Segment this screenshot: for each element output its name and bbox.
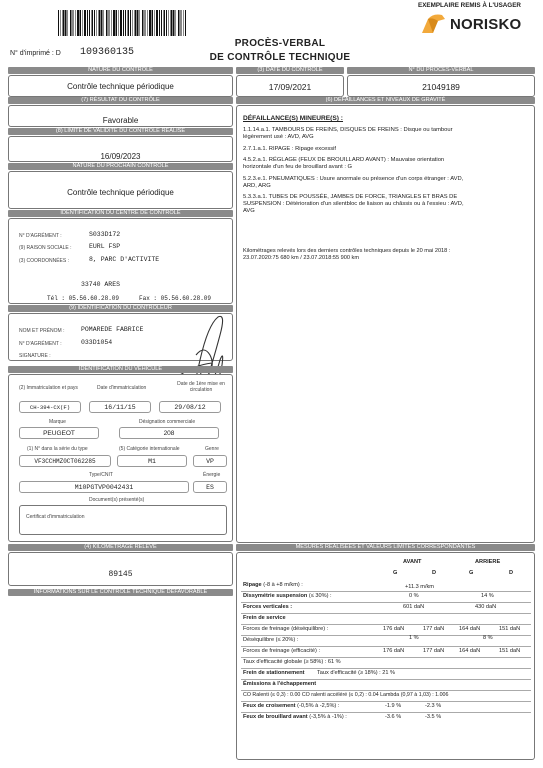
prochain-box xyxy=(8,171,233,209)
avant-g-label: G xyxy=(393,570,398,576)
defaillance-item xyxy=(243,194,531,215)
defaillance-item xyxy=(243,176,531,190)
page-title-line2: DE CONTRÔLE TECHNIQUE xyxy=(209,52,351,63)
page-title-line1: PROCÈS-VERBAL xyxy=(234,38,326,49)
centre-raison-value: EURL FSP xyxy=(89,243,121,250)
vehicule-box xyxy=(8,374,233,542)
fb-d: -3.5 % xyxy=(425,714,442,720)
designation-label: Désignation commerciale xyxy=(139,419,196,425)
defaillance-item xyxy=(243,146,531,153)
defaillance-line: AVG xyxy=(243,208,255,214)
forces-desequ-label: Forces de freinage (déséquilibre) : xyxy=(243,626,329,632)
genre-value: VP xyxy=(193,455,227,467)
informations-header: INFORMATIONS SUR LE CONTRÔLE TECHNIQUE DÉFAVORABLE xyxy=(8,589,233,596)
avant-label: AVANT xyxy=(403,559,422,565)
centre-ville: 33740 ARES xyxy=(81,281,121,288)
defaillance-line: 5.2.3.e.1. PNEUMATIQUES : Usure anormale ou présence d'un corps étranger : AVD, xyxy=(243,175,464,182)
defaillances-box xyxy=(236,105,535,543)
resultat-header: (7) RÉSULTAT DU CONTRÔLE xyxy=(8,97,233,104)
type-label: Type/CNIT xyxy=(89,472,113,478)
dissym-limit: (≤ 30%) : xyxy=(308,593,332,599)
nature-value: Contrôle technique périodique xyxy=(67,82,174,91)
desequ-av: 1 % xyxy=(409,635,419,641)
feux-brouillard-label: Feux de brouillard avant xyxy=(243,714,308,720)
certificat-label: Certificat d'immatriculation xyxy=(26,514,85,520)
energie-value: ES xyxy=(193,481,227,493)
mesures-header: MESURES RÉALISÉES ET VALEURS LIMITES CORRESPONDANTES xyxy=(236,544,535,551)
mesures-box xyxy=(236,552,535,760)
defaillance-line: 4.5.2.a.1. RÉGLAGE (FEUX DE BROUILLARD AVANT) : Mauvaise orientation xyxy=(243,157,445,163)
centre-agrement-label: N° D'AGRÉMENT : xyxy=(19,233,62,239)
dissym-label: Dissymétrie suspension xyxy=(243,593,308,599)
controleur-nom-label: NOM ET PRÉNOM : xyxy=(19,328,65,334)
defaillance-line: SUSPENSION : Détérioration d'un silentbloc de liaison au châssis ou à l'essieu : AVD, xyxy=(243,201,464,207)
brand-logo xyxy=(420,13,540,37)
kilometrage-header: (4) KILOMÉTRAGE RELEVÉ xyxy=(8,544,233,551)
date-mise-label: Date de 1ère mise en circulation xyxy=(177,381,225,393)
centre-agrement-value: S033D172 xyxy=(89,231,121,238)
immat-value: CH-394-CX(F) xyxy=(19,401,81,413)
co-line: CO Ralenti (≤ 0,3) : 0.00 CO ralenti accéléré (≤ 0,2) : 0.04 Lambda (0,97 à 1,03) : 1.006 xyxy=(243,692,449,698)
centre-header: IDENTIFICATION DU CENTRE DE CONTRÔLE xyxy=(8,210,233,217)
ripage-row xyxy=(243,582,303,588)
controleur-header: (9) IDENTIFICATION DU CONTRÔLEUR xyxy=(8,305,233,312)
frein-station-label: Frein de stationnement xyxy=(243,670,305,676)
fd-av-g: 176 daN xyxy=(383,626,405,632)
fb-g: -3.6 % xyxy=(385,714,402,720)
ripage-label: Ripage xyxy=(243,582,262,588)
centre-raison-label: (9) RAISON SOCIALE : xyxy=(19,245,72,251)
pv-box xyxy=(347,75,535,97)
imprime-value: 109360135 xyxy=(80,47,135,58)
date-value: 17/09/2021 xyxy=(268,82,312,92)
km-history-line1: Kilométrages relevés lors des derniers contrôles techniques depuis le 20 mai 2018 : xyxy=(243,248,451,254)
arriere-d-label: D xyxy=(509,570,514,576)
kilometrage-box xyxy=(8,552,233,586)
norisko-bird-icon xyxy=(420,13,446,35)
imprime-label: N° d'imprimé : D xyxy=(10,50,61,57)
desequ-label: Déséquilibre (≤ 20%) : xyxy=(243,637,299,643)
nature-header: NATURE DU CONTRÔLE xyxy=(8,67,233,74)
defaillances-header: (6) DÉFAILLANCES ET NIVEAUX DE GRAVITÉ xyxy=(236,97,535,104)
vehicule-header: IDENTIFICATION DU VÉHICULE xyxy=(8,366,233,373)
centre-coord-value: 8, PARC D'ACTIVITE xyxy=(89,256,160,263)
fd-ar-d: 151 daN xyxy=(499,626,521,632)
defaillance-item xyxy=(243,127,531,141)
date-box xyxy=(236,75,344,97)
pv-value: 21049189 xyxy=(422,82,460,92)
documents-box xyxy=(19,505,227,535)
fe-ar-g: 164 daN xyxy=(459,648,481,654)
desequ-ar: 8 % xyxy=(483,635,493,641)
feux-croisement-limit: (-0,5% à -2,5%) : xyxy=(297,703,340,709)
defaillances-list xyxy=(243,127,531,220)
feux-croisement-row xyxy=(243,703,339,709)
dissym-ar: 14 % xyxy=(481,593,494,599)
date-immat-label: Date d'immatriculation xyxy=(97,385,147,391)
validite-header: (8) LIMITE DE VALIDITÉ DU CONTRÔLE RÉALISÉ xyxy=(8,128,233,135)
defaillance-line: horizontale d'un feu de brouillard avant : G xyxy=(243,164,353,170)
arriere-g-label: G xyxy=(469,570,474,576)
defaillance-line: ARD, ARG xyxy=(243,182,271,189)
forces-vert-label: Forces verticales : xyxy=(243,604,293,610)
date-immat-value: 16/11/15 xyxy=(89,401,151,413)
dissym-row xyxy=(243,593,332,599)
resultat-box xyxy=(8,105,233,127)
controleur-agrement-label: N° D'AGRÉMENT : xyxy=(19,341,62,347)
fc-d: -2.3 % xyxy=(425,703,442,709)
categorie-value: M1 xyxy=(117,455,187,467)
frein-service-label: Frein de service xyxy=(243,615,286,621)
fe-av-d: 177 daN xyxy=(423,648,445,654)
validite-value: 16/09/2023 xyxy=(100,152,141,161)
feux-croisement-label: Feux de croisement xyxy=(243,703,296,709)
km-history-line2: 23.07.2020:75 680 km / 23.07.2018:55 900 km xyxy=(243,255,360,261)
centre-fax: Fax : 05.56.60.28.09 xyxy=(139,295,212,302)
avant-d-label: D xyxy=(432,570,437,576)
serie-value: VF3CCHMZ0CT062285 xyxy=(19,455,111,467)
type-value: M10PGTVP0042431 xyxy=(19,481,189,493)
designation-value: 208 xyxy=(119,427,219,439)
defaillance-line: légèrement usé : AVD, AVG xyxy=(243,134,314,140)
nature-box xyxy=(8,75,233,97)
taux-station: Taux d'efficacité (≥ 18%) : 21 % xyxy=(317,670,396,676)
defaillance-line: 5.3.3.a.1. TUBES DE POUSSÉE, JAMBES DE FORCE, TRIANGLES ET BRAS DE xyxy=(243,194,458,200)
pv-header: N° DU PROCÈS-VERBAL xyxy=(347,67,535,74)
prochain-value: Contrôle technique périodique xyxy=(67,188,174,197)
centre-coord-label: (3) COORDONNÉES : xyxy=(19,258,70,264)
fe-av-g: 176 daN xyxy=(383,648,405,654)
exemplaire-label: EXEMPLAIRE REMIS À L'USAGER xyxy=(418,2,521,9)
forces-eff-label: Forces de freinage (efficacité) : xyxy=(243,648,321,654)
defaillance-line: 2.7.1.a.1. RIPAGE : Ripage excessif xyxy=(243,145,337,152)
feux-brouillard-limit: (-3,5% à -1%) : xyxy=(309,714,347,720)
defaillance-item xyxy=(243,157,531,171)
ripage-value: +11.3 m/km xyxy=(405,584,434,590)
fd-ar-g: 164 daN xyxy=(459,626,481,632)
taux-global: Taux d'efficacité globale (≥ 58%) : 61 % xyxy=(243,659,341,665)
controleur-signature-label: SIGNATURE : xyxy=(19,353,51,359)
barcode xyxy=(58,10,186,36)
fe-ar-d: 151 daN xyxy=(499,648,521,654)
serie-label: (1) N° dans la série du type xyxy=(27,446,88,452)
controleur-nom-value: POMAREDE FABRICE xyxy=(81,326,144,333)
prochain-header: NATURE DU PROCHAIN CONTRÔLE xyxy=(8,163,233,170)
centre-box xyxy=(8,218,233,304)
categorie-label: (5) Catégorie internationale xyxy=(119,446,180,452)
energie-label: Énergie xyxy=(203,472,221,478)
dissym-av: 0 % xyxy=(409,593,419,599)
date-header: (3) DATE DU CONTRÔLE xyxy=(236,67,344,74)
centre-tel: Tél : 05.56.60.28.09 xyxy=(47,295,120,302)
genre-label: Genre xyxy=(205,446,219,452)
defaillance-line: 1.1.14.a.1. TAMBOURS DE FREINS, DISQUES DE FREINS : Disque ou tambour xyxy=(243,127,453,133)
resultat-value: Favorable xyxy=(102,116,139,125)
forces-vert-ar: 430 daN xyxy=(475,604,497,610)
immat-label: (2) Immatriculation et pays xyxy=(19,385,78,391)
date-mise-value: 29/08/12 xyxy=(159,401,221,413)
kilometrage-value: 89145 xyxy=(108,570,133,579)
marque-label: Marque xyxy=(49,419,66,425)
fc-g: -1.9 % xyxy=(385,703,402,709)
documents-label: Document(s) présenté(s) xyxy=(89,497,145,503)
fd-av-d: 177 daN xyxy=(423,626,445,632)
controleur-agrement-value: 033D1054 xyxy=(81,339,113,346)
brand-name: NORISKO xyxy=(450,16,522,33)
marque-value: PEUGEOT xyxy=(19,427,99,439)
defaillances-title: DÉFAILLANCE(S) MINEURE(S) : xyxy=(243,115,344,122)
feux-brouillard-row xyxy=(243,714,347,720)
arriere-label: ARRIERE xyxy=(475,559,501,565)
ripage-limit: (-8 à +8 m/km) : xyxy=(263,582,303,588)
validite-box xyxy=(8,136,233,162)
forces-vert-av: 601 daN xyxy=(403,604,425,610)
emissions-label: Émissions à l'échappement xyxy=(243,681,317,687)
